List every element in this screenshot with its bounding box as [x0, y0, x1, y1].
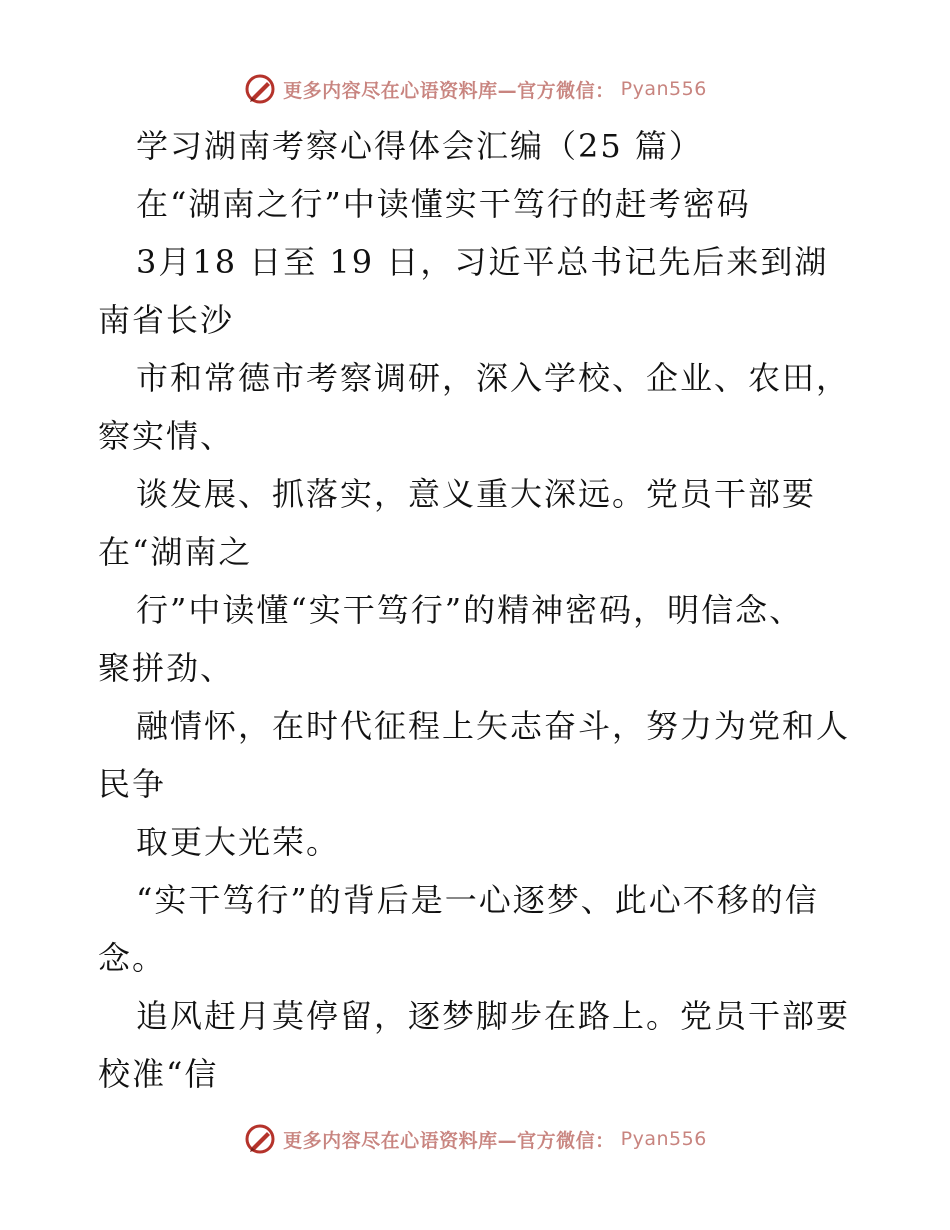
paragraph-line: 3月18 日至 19 日，习近平总书记先后来到湖 [136, 243, 829, 281]
watermark-text: 更多内容尽在心语资料库—官方微信： [283, 79, 615, 102]
paragraph-line: 取更大光荣。 [136, 823, 341, 861]
paragraph-line: 谈发展、抓落实，意义重大深远。党员干部要 [136, 475, 817, 513]
paragraph-line: 民争 [98, 765, 167, 803]
paragraph-line: 追风赶月莫停留，逐梦脚步在路上。党员干部要 [136, 997, 851, 1035]
paragraph-line: 聚拼劲、 [98, 649, 235, 687]
paragraph-line: 念。 [98, 939, 167, 977]
watermark-text: 更多内容尽在心语资料库—官方微信： [283, 1129, 615, 1152]
footer-watermark [0, 1122, 950, 1156]
paragraph-line: 行”中读懂“实干笃行”的精神密码，明信念、 [136, 591, 804, 629]
header-watermark [0, 72, 950, 106]
paragraph-line: “实干笃行”的背后是一心逐梦、此心不移的信 [136, 881, 819, 919]
paragraph-line: 校准“信 [98, 1055, 219, 1093]
document-subtitle: 在“湖南之行”中读懂实干笃行的赶考密码 [136, 185, 751, 223]
watermark-wechat-id: Pyan556 [620, 78, 707, 100]
paragraph-line: 融情怀，在时代征程上矢志奋斗，努力为党和人 [136, 707, 851, 745]
pen-in-circle-icon [243, 72, 277, 106]
paragraph-line: 察实情、 [98, 417, 235, 455]
document-title: 学习湖南考察心得体会汇编（25 篇） [136, 127, 703, 165]
paragraph-line: 市和常德市考察调研，深入学校、企业、农田， [136, 359, 851, 397]
paragraph-line: 在“湖南之 [98, 533, 253, 571]
watermark-wechat-id: Pyan556 [620, 1128, 707, 1150]
paragraph-line: 南省长沙 [98, 301, 235, 339]
pen-in-circle-icon [243, 1122, 277, 1156]
